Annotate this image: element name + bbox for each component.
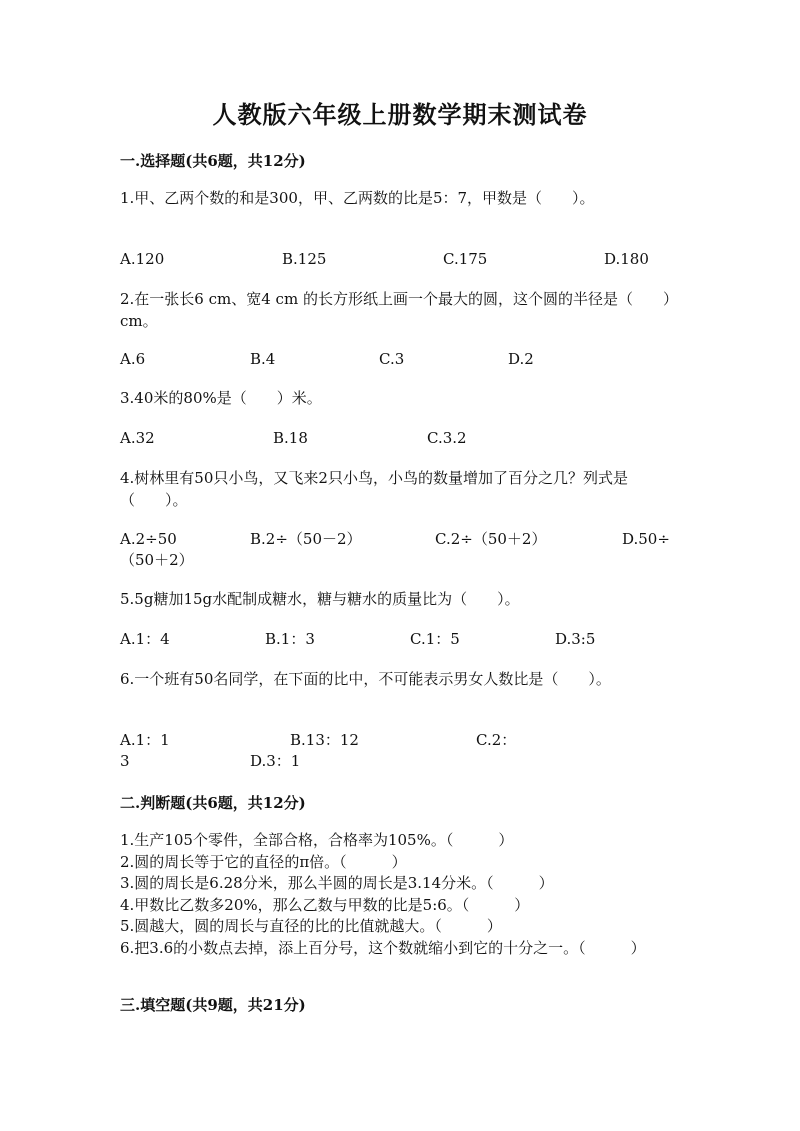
q4-option-d: D.50÷ (622, 530, 670, 548)
true-false-item: 6.把3.6的小数点去掉，添上百分号，这个数就缩小到它的十分之一。（ ） (120, 938, 646, 957)
true-false-item: 3.圆的周长是6.28分米，那么半圆的周长是3.14分米。（ ） (120, 874, 554, 892)
q4-option-c: C.2÷（50＋2） (435, 530, 547, 548)
q5-option-b: B.1：3 (265, 630, 315, 648)
section-heading-fill-in: 三.填空题(共9题，共21分) (120, 996, 306, 1014)
q2-option-c: C.3 (379, 350, 405, 368)
q6-option-c: C.2： (476, 731, 517, 749)
true-false-item: 5.圆越大，圆的周长与直径的比的比值就越大。（ ） (120, 917, 502, 935)
question-2: 2.在一张长6 cm、宽4 cm 的长方形纸上画一个最大的圆，这个圆的半径是（ ）cm。 (120, 290, 678, 330)
q1-option-c: C.175 (443, 250, 488, 268)
q4-option-a: A.2÷50 (120, 530, 177, 548)
q3-option-a: A.32 (120, 429, 155, 447)
q4-option-d-continued: （50＋2） (120, 551, 194, 569)
q1-option-a: A.120 (120, 250, 165, 268)
q4-option-b: B.2÷（50－2） (250, 530, 362, 548)
true-false-item: 2.圆的周长等于它的直径的π倍。（ ） (120, 852, 407, 871)
q6-option-d: D.3：1 (250, 752, 301, 770)
q6-option-a: A.1：1 (120, 731, 170, 749)
true-false-item: 1.生产105个零件，全部合格，合格率为105%。（ ） (120, 831, 514, 849)
true-false-item: 4.甲数比乙数多20%，那么乙数与甲数的比是5:6。（ ） (120, 895, 530, 914)
question-1: 1.甲、乙两个数的和是300，甲、乙两数的比是5：7，甲数是（ ）。 (120, 189, 595, 207)
section-heading-choice: 一.选择题(共6题，共12分) (120, 152, 306, 170)
page-title: 人教版六年级上册数学期末测试卷 (212, 100, 588, 129)
question-6: 6.一个班有50名同学，在下面的比中，不可能表示男女人数比是（ ）。 (120, 670, 611, 688)
q3-option-b: B.18 (273, 429, 308, 447)
section-heading-true-false: 二.判断题(共6题，共12分) (120, 794, 306, 812)
q2-option-d: D.2 (508, 350, 534, 368)
question-5: 5.5g糖加15g水配制成糖水，糖与糖水的质量比为（ ）。 (120, 590, 520, 608)
question-3: 3.40米的80%是（ ）米。 (120, 389, 322, 407)
q1-option-b: B.125 (282, 250, 327, 268)
q6-option-b: B.13：12 (290, 731, 359, 749)
question-4: 4.树林里有50只小鸟，又飞来2只小鸟，小鸟的数量增加了百分之几？列式是（ ）。 (120, 469, 628, 509)
q5-option-a: A.1：4 (120, 630, 170, 648)
q5-option-c: C.1：5 (410, 630, 460, 648)
q3-option-c: C.3.2 (427, 429, 467, 447)
q1-option-d: D.180 (604, 250, 649, 268)
true-false-list (120, 830, 690, 959)
q6-option-c-continued: 3 (120, 752, 130, 770)
q5-option-d: D.3:5 (555, 630, 596, 648)
q2-option-b: B.4 (250, 350, 276, 368)
q2-option-a: A.6 (120, 350, 146, 368)
